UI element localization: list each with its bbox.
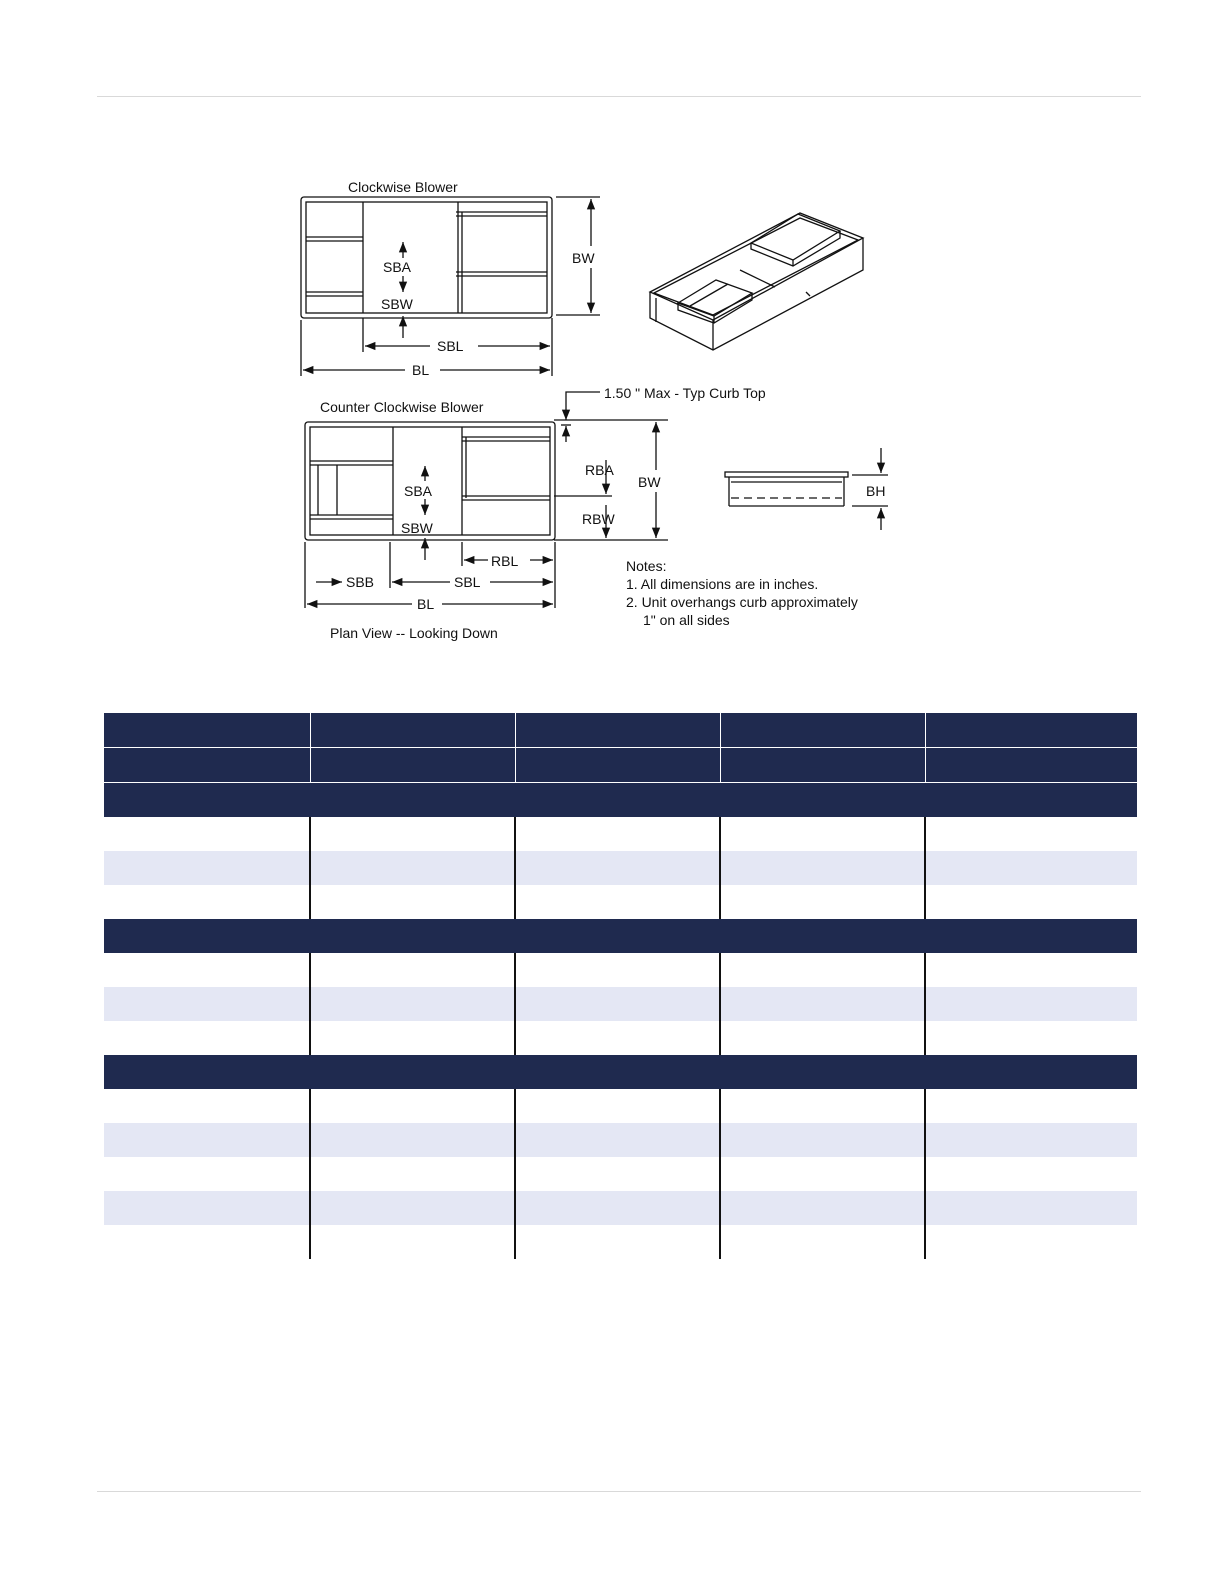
isometric-curb-view <box>650 213 863 350</box>
table-cell <box>104 953 310 987</box>
table-header-row <box>104 713 1137 748</box>
table-cell <box>310 885 515 919</box>
ccw-sbb-label: SBB <box>346 574 375 590</box>
table-cell <box>515 885 720 919</box>
ccw-sba-label: SBA <box>404 483 433 499</box>
table-cell <box>720 1157 925 1191</box>
table-cell <box>515 851 720 885</box>
table-cell <box>310 1123 515 1157</box>
table-cell <box>925 1191 1137 1225</box>
table-cell <box>104 885 310 919</box>
table-cell <box>515 1021 720 1055</box>
header-cell <box>925 748 1137 783</box>
table-row <box>104 851 1137 885</box>
table-cell <box>720 1089 925 1123</box>
table-row <box>104 1089 1137 1123</box>
table-cell <box>925 1157 1137 1191</box>
table-cell <box>515 817 720 851</box>
header-cell <box>104 713 310 748</box>
table-cell <box>925 851 1137 885</box>
table-cell <box>310 817 515 851</box>
bottom-divider <box>97 1491 1141 1492</box>
table-cell <box>104 817 310 851</box>
table-cell <box>720 885 925 919</box>
header-cell <box>515 748 720 783</box>
section-cell <box>104 783 1137 818</box>
ccw-rbw-label: RBW <box>582 511 615 527</box>
table-cell <box>720 1123 925 1157</box>
table-cell <box>720 1225 925 1259</box>
table-cell <box>310 987 515 1021</box>
table-cell <box>310 953 515 987</box>
table-header-row <box>104 748 1137 783</box>
ccw-sbl-label: SBL <box>454 574 481 590</box>
cw-bw-label: BW <box>572 250 595 266</box>
table-cell <box>104 1225 310 1259</box>
curb-top-note: 1.50 " Max - Typ Curb Top <box>604 385 766 401</box>
table-row <box>104 1021 1137 1055</box>
notes-title: Notes: <box>626 558 667 574</box>
table-cell <box>310 1021 515 1055</box>
table-cell <box>104 1191 310 1225</box>
ccw-bw-label: BW <box>638 474 661 490</box>
note-2-line-1: 2. Unit overhangs curb approximately <box>626 594 858 610</box>
cw-sba-label: SBA <box>383 259 412 275</box>
header-cell <box>925 713 1137 748</box>
table-row <box>104 885 1137 919</box>
table-cell <box>925 953 1137 987</box>
table-cell <box>310 1157 515 1191</box>
cw-sbw-label: SBW <box>381 296 413 312</box>
table-section-row <box>104 1055 1137 1089</box>
table-cell <box>104 1021 310 1055</box>
table-cell <box>515 987 720 1021</box>
table-cell <box>310 1089 515 1123</box>
table-cell <box>925 817 1137 851</box>
table-section-row <box>104 919 1137 953</box>
cw-sbl-label: SBL <box>437 338 464 354</box>
table-cell <box>104 851 310 885</box>
ccw-rba-label: RBA <box>585 462 614 478</box>
table-cell <box>310 1191 515 1225</box>
ccw-sbw-label: SBW <box>401 520 433 536</box>
side-elevation-view <box>725 472 848 506</box>
table-cell <box>310 1225 515 1259</box>
header-cell <box>310 713 515 748</box>
table-cell <box>104 987 310 1021</box>
table-cell <box>515 953 720 987</box>
table-cell <box>925 1225 1137 1259</box>
table-section-row <box>104 783 1137 818</box>
table-cell <box>925 987 1137 1021</box>
section-cell <box>104 919 1137 953</box>
table-row <box>104 1123 1137 1157</box>
cw-bl-label: BL <box>412 362 430 378</box>
table-cell <box>104 1123 310 1157</box>
table-cell <box>104 1089 310 1123</box>
table-cell <box>104 1157 310 1191</box>
clockwise-plan-view <box>301 197 552 318</box>
bh-label: BH <box>866 483 886 499</box>
table-row <box>104 1191 1137 1225</box>
table-cell <box>515 1191 720 1225</box>
plan-view-caption: Plan View -- Looking Down <box>330 625 498 641</box>
table-cell <box>720 987 925 1021</box>
header-cell <box>310 748 515 783</box>
ccw-bl-label: BL <box>417 596 435 612</box>
table-cell <box>720 1191 925 1225</box>
header-cell <box>515 713 720 748</box>
table-row <box>104 953 1137 987</box>
table-row <box>104 1225 1137 1259</box>
table-cell <box>925 1089 1137 1123</box>
table-cell <box>515 1123 720 1157</box>
table-cell <box>310 851 515 885</box>
note-2-line-2: 1" on all sides <box>643 612 730 628</box>
ccw-rbl-label: RBL <box>491 553 519 569</box>
table-cell <box>925 1123 1137 1157</box>
table-cell <box>925 885 1137 919</box>
table-cell <box>925 1021 1137 1055</box>
header-cell <box>720 713 925 748</box>
header-cell <box>104 748 310 783</box>
table-cell <box>515 1089 720 1123</box>
ccw-title: Counter Clockwise Blower <box>320 399 484 415</box>
table-row <box>104 817 1137 851</box>
section-cell <box>104 1055 1137 1089</box>
table-row <box>104 987 1137 1021</box>
table-cell <box>720 1021 925 1055</box>
header-cell <box>720 748 925 783</box>
note-1: 1. All dimensions are in inches. <box>626 576 819 592</box>
table-row <box>104 1157 1137 1191</box>
table-cell <box>720 817 925 851</box>
curb-dimension-drawing <box>0 0 1224 700</box>
table-cell <box>515 1157 720 1191</box>
cw-title: Clockwise Blower <box>348 179 458 195</box>
table-cell <box>720 851 925 885</box>
table-cell <box>720 953 925 987</box>
dimensions-table <box>104 713 1137 1259</box>
table-cell <box>515 1225 720 1259</box>
